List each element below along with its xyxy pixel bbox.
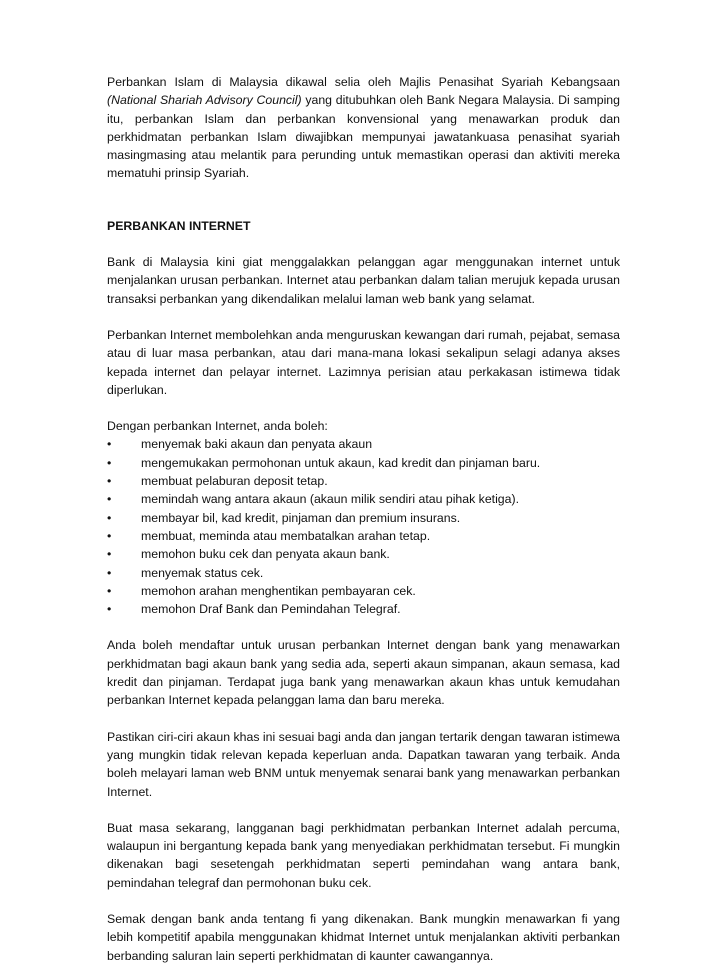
- list-item: [107, 472, 620, 490]
- list-item-text: menyemak status cek.: [141, 565, 264, 580]
- list-item-text: mengemukakan permohonan untuk akaun, kad kredit dan pinjaman baru.: [141, 455, 541, 470]
- bullet-icon: •: [107, 565, 112, 580]
- list-item: [107, 545, 620, 563]
- bullet-icon: •: [107, 602, 112, 617]
- list-item-text: menyemak baki akaun dan penyata akaun: [141, 437, 373, 452]
- bullet-icon: •: [107, 437, 112, 452]
- list-item-text: memohon buku cek dan penyata akaun bank.: [141, 547, 390, 562]
- bullet-icon: •: [107, 528, 112, 543]
- bullet-icon: •: [107, 455, 112, 470]
- list-item: [107, 454, 620, 472]
- paragraph-3: Anda boleh mendaftar untuk urusan perbankan Internet dengan bank yang menawarkan perkhidmatan bagi akaun bank yang sedia ada, seperti akaun simpanan, akaun semasa, kad kredit dan pinjaman. Terdapat juga bank yang menawarkan akaun khas untuk kemudahan perbankan Internet kepada pelanggan lama dan baru mereka.: [107, 638, 620, 708]
- bullet-icon: •: [107, 547, 112, 562]
- list-item-text: membuat pelaburan deposit tetap.: [141, 474, 328, 489]
- bullet-icon: •: [107, 474, 112, 489]
- bullet-icon: •: [107, 510, 112, 525]
- list-item-text: membuat, meminda atau membatalkan arahan tetap.: [141, 528, 431, 543]
- list-item: [107, 564, 620, 582]
- paragraph-6: Semak dengan bank anda tentang fi yang dikenakan. Bank mungkin menawarkan fi yang lebih kompetitif apabila menggunakan khidmat Internet untuk menjalankan aktiviti perbankan berbanding saluran lain seperti perkhidmatan di kaunter cawangannya.: [107, 911, 620, 963]
- paragraph-4: Pastikan ciri-ciri akaun khas ini sesuai bagi anda dan jangan tertarik dengan tawaran istimewa yang mungkin tidak relevan kepada keperluan anda. Dapatkan tawaran yang terbaik. Anda boleh melayari laman web BNM untuk menyemak senarai bank yang menawarkan perbankan Internet.: [107, 729, 620, 799]
- list-item: [107, 490, 620, 508]
- list-item: [107, 527, 620, 545]
- list-item-text: memohon Draf Bank dan Pemindahan Telegraf.: [141, 602, 401, 617]
- bullet-list: [107, 435, 620, 618]
- list-item: [107, 582, 620, 600]
- intro-text-before: Perbankan Islam di Malaysia dikawal selia oleh Majlis Penasihat Syariah Kebangsaan: [107, 75, 620, 89]
- document-page: [107, 73, 620, 965]
- paragraph-5: Buat masa sekarang, langganan bagi perkhidmatan perbankan Internet adalah percuma, walaupun ini bergantung kepada bank yang menyediakan perkhidmatan tersebut. Fi mungkin dikenakan bagi sesetengah perkhidmatan seperti pemindahan wang antara bank, pemindahan telegraf dan permohonan buku cek.: [107, 820, 620, 890]
- intro-text-after: yang ditubuhkan oleh Bank Negara Malaysia. Di samping itu, perbankan Islam dan perbankan konvensional yang menawarkan produk dan perkhidmatan perbankan Islam diwajibkan mempunyai jawatankuasa penasihat syariah masingmasing atau melantik para perunding untuk memastikan operasi dan aktiviti mereka mematuhi prinsip Syariah.: [107, 93, 620, 181]
- paragraph-1: Bank di Malaysia kini giat menggalakkan pelanggan agar menggunakan internet untuk menjalankan urusan perbankan. Internet atau perbankan dalam talian merujuk kepada urusan transaksi perbankan yang dikendalikan melalui laman web bank yang selamat.: [107, 255, 620, 306]
- section-heading: PERBANKAN INTERNET: [107, 218, 251, 233]
- bullet-icon: •: [107, 492, 112, 507]
- intro-paragraph: [107, 73, 620, 183]
- intro-italic-text: (National Shariah Advisory Council): [107, 93, 302, 108]
- list-intro: Dengan perbankan Internet, anda boleh:: [107, 419, 328, 434]
- paragraph-2: Perbankan Internet membolehkan anda menguruskan kewangan dari rumah, pejabat, semasa atau di luar masa perbankan, atau dari mana-mana lokasi sekalipun selagi adanya akses kepada internet dan pelayar internet. Lazimnya perisian atau perkakasan istimewa tidak diperlukan.: [107, 327, 620, 397]
- list-item-text: membayar bil, kad kredit, pinjaman dan premium insurans.: [141, 510, 461, 525]
- list-item-text: memindah wang antara akaun (akaun milik sendiri atau pihak ketiga).: [141, 492, 519, 507]
- list-item: [107, 509, 620, 527]
- list-item: [107, 435, 620, 453]
- bullet-icon: •: [107, 583, 112, 598]
- list-item: [107, 600, 620, 618]
- list-item-text: memohon arahan menghentikan pembayaran cek.: [141, 583, 416, 598]
